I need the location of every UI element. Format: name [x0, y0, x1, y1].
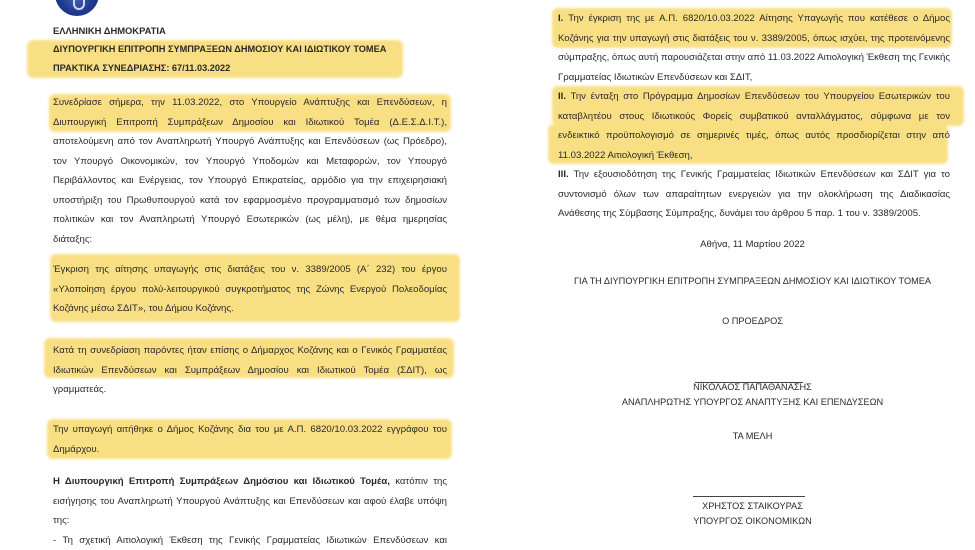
- decision-item-3: III. Την εξουσιοδότηση της Γενικής Γραμματείας Ιδιωτικών Επενδύσεων και ΣΔΙΤ για το συντονισμό όλων των απαραίτητων ενεργειών για την ολοκλήρωση της Διαδικασίας Ανάθεσης της Σύμβασης Σύμπραξης, δυνάμει του άρθρου 5 παρ. 1 του ν. 3389/2005.: [558, 169, 950, 219]
- right-page: [530, 0, 975, 548]
- minutes-heading: ΠΡΑΚΤΙΚΑ ΣΥΝΕΔΡΙΑΣΗΣ: 67/11.03.2022: [53, 63, 231, 73]
- decision-paragraph: Η Διυπουργική Επιτροπή Συμπράξεων Δημόσιου και Ιδιωτικού Τομέα, κατόπιν της εισήγησης του Αναπληρωτή Υπουργού Ανάπτυξης και Επενδύσεων και αφού έλαβε υπόψη της: - Τη σχετική Αιτιολογική Έκθεση της Γενικής Γραμματείας Ιδιωτικών Επενδύσεων και: [53, 476, 447, 546]
- decision-item-1: I. Την έγκριση της με Α.Π. 6820/10.03.2022 Αίτησης Υπαγωγής που κατέθεσε ο Δήμος Κοζάνης για την υπαγωγή στις διατάξεις του ν. 3389/2005, όπως ισχύει, της προτεινόμενης σύμπραξης, όπως αυτή παρουσιάζεται στην από 11.03.2022 Αιτιολογική Έκθεση της Γενικής Γραμματείας Ιδιωτικών Επενδύσεων και ΣΔΙΤ,: [558, 13, 950, 83]
- member-signature-line: [693, 496, 805, 497]
- committee-heading: ΔΙΥΠΟΥΡΓΙΚΗ ΕΠΙΤΡΟΠΗ ΣΥΜΠΡΑΞΕΩΝ ΔΗΜΟΣΙΟΥ ΚΑΙ ΙΔΙΩΤΙΚΟΥ ΤΟΜΕΑ: [53, 44, 387, 54]
- session-paragraph: Συνεδρίασε σήμερα, την 11.03.2022, στο Υπουργείο Ανάπτυξης και Επενδύσεων, η Διυπουργική Επιτροπή Συμπράξεων Δημοσίου και Ιδιωτικού Τομέα (Δ.Ε.Σ.Δ.Ι.Τ.), αποτελούμενη από τον Αναπληρωτή Υπουργό Ανάπτυξης και Επενδύσεων (ως Πρόεδρο), τον Υπουργό Οικονομικών, τον Υπουργό Υποδομών και Μεταφορών, τον Υπουργό Περιβάλλοντος και Ενέργειας, τον Υπουργό Επικρατείας, αρμόδιο για την επιχειρησιακή υποστήριξη του Πρωθυπουργού κατά τον εφαρμοσμένο προγραμματισμό των δημοσίων πολιτικών και τον Αναπληρωτή Υπουργό Εσωτερικών (ως μέλη), με θέμα ημερησίας διάταξης:: [53, 97, 447, 245]
- place-date: Αθήνα, 11 Μαρτίου 2022: [700, 239, 805, 250]
- for-committee-heading: ΓΙΑ ΤΗ ΔΙΥΠΟΥΡΓΙΚΗ ΕΠΙΤΡΟΠΗ ΣΥΜΠΡΑΞΕΩΝ ΔΗΜΟΣΙΟΥ ΚΑΙ ΙΔΙΩΤΙΚΟΥ ΤΟΜΕΑ: [573, 276, 932, 286]
- agenda-paragraph: Έγκριση της αίτησης υπαγωγής στις διατάξεις του ν. 3389/2005 (Α΄ 232) του έργου «Υλοποίηση έργου πολύ-λειτουργικού συγκροτήματος της Ζώνης Ενεργού Πολεοδομίας Κοζάνης μέσω ΣΔΙΤ», του Δήμου Κοζάνης.: [53, 264, 447, 314]
- attendees-paragraph: Κατά τη συνεδρίαση παρόντες ήταν επίσης ο Δήμαρχος Κοζάνης και ο Γενικός Γραμματέας Ιδιωτικών Επενδύσεων και Συμπράξεων Δημοσίου και Ιδιωτικού Τομέα (ΣΔΙΤ), ως γραμματεάς.: [53, 345, 447, 395]
- member-name: ΧΡΗΣΤΟΣ ΣΤΑΙΚΟΥΡΑΣ: [702, 501, 803, 511]
- chair-name: ΝΙΚΟΛΑΟΣ ΠΑΠΑΘΑΝΑΣΗΣ: [693, 382, 812, 392]
- members-label: ΤΑ ΜΕΛΗ: [732, 431, 773, 441]
- chair-label: Ο ΠΡΟΕΔΡΟΣ: [722, 316, 783, 326]
- greek-republic-emblem-icon: [55, 0, 99, 16]
- left-page: [0, 0, 480, 548]
- chair-title: ΑΝΑΠΛΗΡΩΤΗΣ ΥΠΟΥΡΓΟΣ ΑΝΑΠΤΥΞΗΣ ΚΑΙ ΕΠΕΝΔΥΣΕΩΝ: [621, 397, 884, 407]
- republic-heading: ΕΛΛΗΝΙΚΗ ΔΗΜΟΚΡΑΤΙΑ: [53, 25, 166, 36]
- decision-item-2: II. Την ένταξη στο Πρόγραμμα Δημοσίων Επενδύσεων του Υπουργείου Εσωτερικών του καταβλητέου στους Ιδιωτικούς Φορείς συμβατικού ανταλλάγματος, σύμφωνα με τον ενδεικτικό προϋπολογισμό σε σημερινές τιμές, όπως αυτός προσδιορίζεται στην από 11.03.2022 Αιτιολογική Έκθεση,: [558, 91, 950, 161]
- request-paragraph: Την υπαγωγή αιτήθηκε ο Δήμος Κοζάνης δια του με Α.Π. 6820/10.03.2022 εγγράφου του Δημάρχου.: [53, 424, 447, 455]
- member-title: ΥΠΟΥΡΓΟΣ ΟΙΚΟΝΟΜΙΚΩΝ: [693, 516, 812, 526]
